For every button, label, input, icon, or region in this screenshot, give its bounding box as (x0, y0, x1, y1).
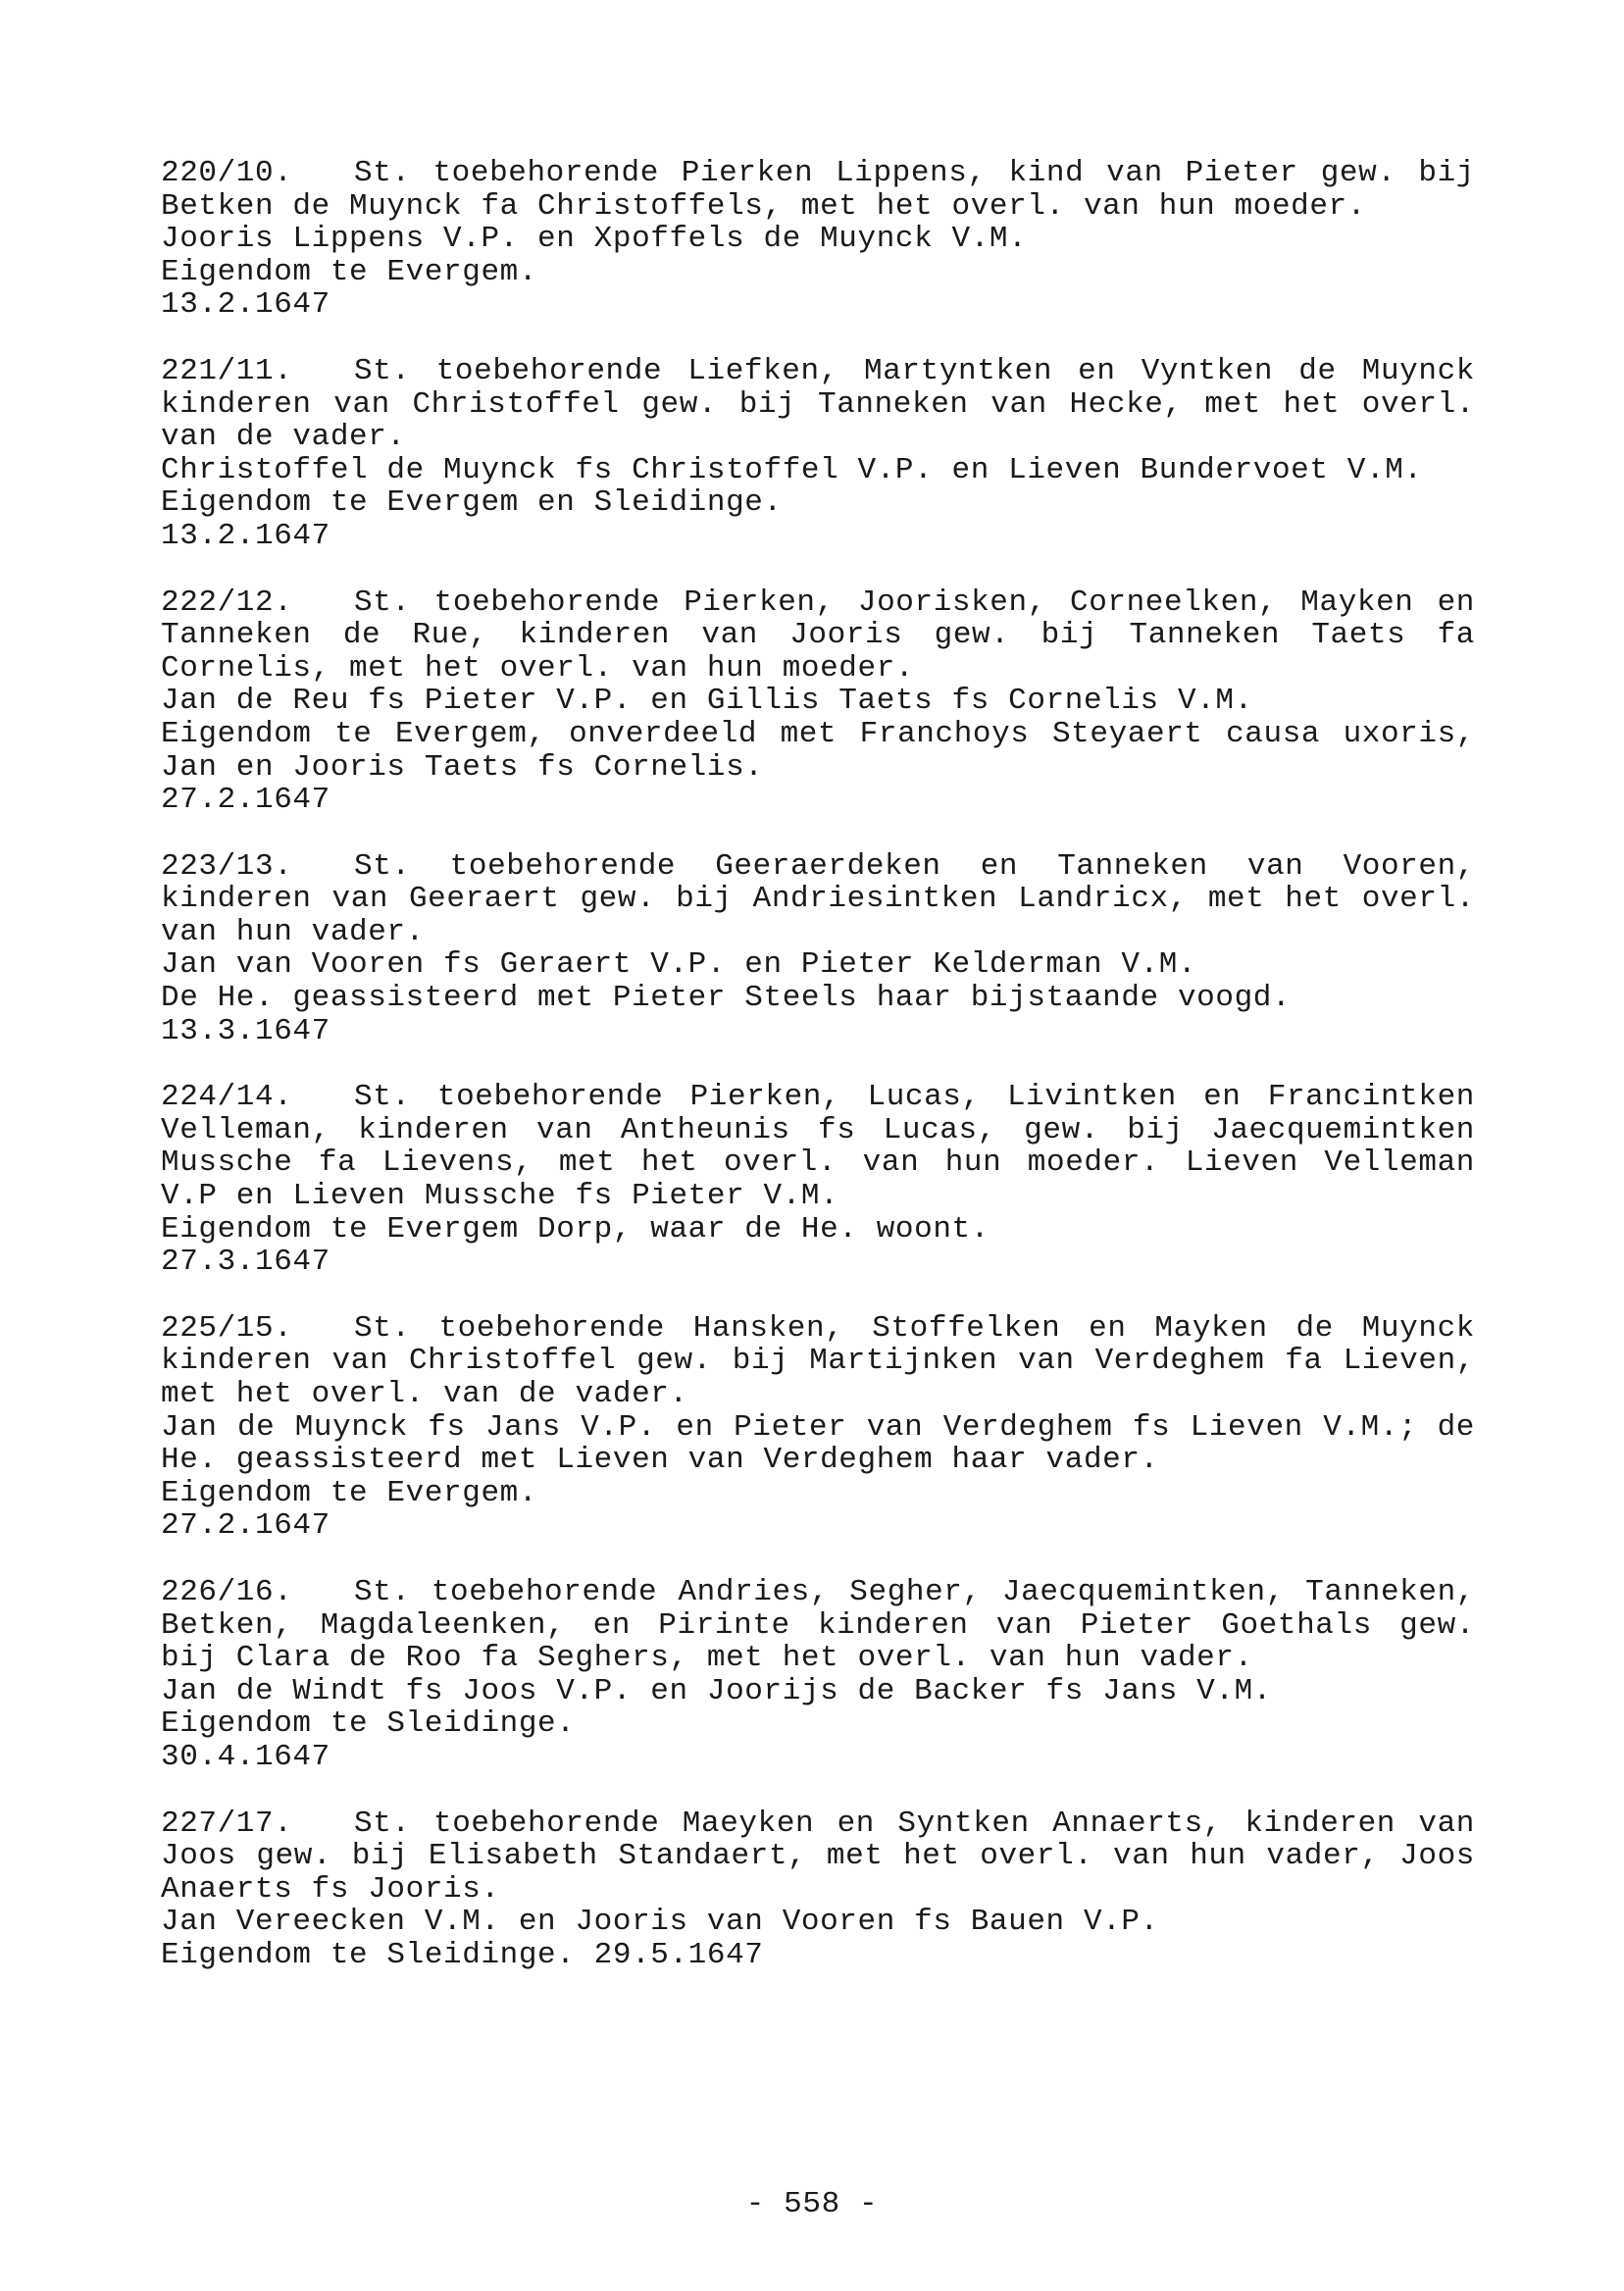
record-date: 13.2.1647 (161, 518, 330, 553)
record-number: 225/15. (161, 1310, 293, 1346)
record-summary (161, 157, 1475, 223)
record-date: 27.2.1647 (161, 1508, 330, 1544)
record-entry-225 (161, 1312, 1475, 1543)
record-number: 227/17. (161, 1806, 293, 1841)
record-property: Eigendom te Sleidinge. (161, 1706, 576, 1742)
record-number: 220/10. (161, 156, 293, 190)
record-summary (161, 1576, 1475, 1675)
document-body (161, 157, 1475, 2006)
record-summary (161, 1312, 1475, 1411)
record-property: Eigendom te Evergem Dorp, waar de He. woont. (161, 1211, 990, 1247)
record-number: 226/16. (161, 1574, 293, 1609)
record-number: 222/12. (161, 585, 293, 620)
record-summary (161, 355, 1475, 454)
page-number: - 558 - (745, 2187, 879, 2221)
record-date: 30.4.1647 (161, 1739, 330, 1774)
record-summary-text: St. toebehorende Maeyken en Syntken Annaerts, kinderen van Joos gew. bij Elisabeth Standaert, met het overl. van hun vader, Joos Anaerts fs Jooris. (161, 1806, 1475, 1907)
record-summary (161, 1807, 1475, 1907)
record-guardians: Jan de Muynck fs Jans V.P. en Pieter van Verdeghem fs Lieven V.M.; de He. geassisteerd met Lieven van Verdeghem haar vader. (161, 1409, 1475, 1478)
record-entry-226 (161, 1576, 1475, 1774)
record-date: 27.3.1647 (161, 1245, 330, 1280)
record-guardians: Jan Vereecken V.M. en Jooris van Vooren fs Bauen V.P. (161, 1905, 1159, 1940)
record-entry-222 (161, 586, 1475, 817)
record-property: Eigendom te Evergem en Sleidinge. (161, 485, 783, 521)
record-property: De He. geassisteerd met Pieter Steels haar bijstaande voogd. (161, 981, 1292, 1016)
record-summary (161, 586, 1475, 686)
record-summary-text: St. toebehorende Pierken Lippens, kind van Pieter gew. bij Betken de Muynck fa Christoffels, met het overl. van hun moeder. (161, 156, 1475, 224)
record-date: 13.3.1647 (161, 1013, 330, 1048)
record-number: 221/11. (161, 353, 293, 388)
record-summary-text: St. toebehorende Pierken, Lucas, Livintken en Francintken Velleman, kinderen van Antheunis fs Lucas, gew. bij Jaecquemintken Mussche fa Lievens, met het overl. van hun moeder. Lieven Velleman V.P en Lieven Mussche fs Pieter V.M. (161, 1080, 1475, 1214)
record-property: Eigendom te Evergem. (161, 254, 538, 289)
record-entry-224 (161, 1081, 1475, 1279)
record-number: 223/13. (161, 848, 293, 884)
record-entry-223 (161, 850, 1475, 1048)
record-summary (161, 1081, 1475, 1212)
record-property: Eigendom te Evergem, onverdeeld met Franchoys Steyaert causa uxoris, Jan en Jooris Taets fs Cornelis. (161, 716, 1475, 785)
record-guardians: Jooris Lippens V.P. en Xpoffels de Muynck V.M. (161, 222, 1028, 257)
record-entry-221 (161, 355, 1475, 553)
record-date: 13.2.1647 (161, 287, 330, 323)
record-summary-text: St. toebehorende Liefken, Martyntken en Vyntken de Muynck kinderen van Christoffel gew. bij Tanneken van Hecke, met het overl. van de vader. (161, 353, 1475, 455)
record-summary-text: St. toebehorende Geeraerdeken en Tanneken van Vooren, kinderen van Geeraert gew. bij Andriesintken Landricx, met het overl. van hun vader. (161, 848, 1475, 949)
record-property: Eigendom te Evergem. (161, 1475, 538, 1510)
record-entry-220 (161, 157, 1475, 322)
record-date: 27.2.1647 (161, 783, 330, 818)
record-property: Eigendom te Sleidinge. 29.5.1647 (161, 1937, 764, 1972)
record-guardians: Jan van Vooren fs Geraert V.P. en Pieter Kelderman V.M. (161, 947, 1197, 983)
record-guardians: Christoffel de Muynck fs Christoffel V.P. en Lieven Bundervoet V.M. (161, 452, 1423, 487)
record-summary-text: St. toebehorende Andries, Segher, Jaecquemintken, Tanneken, Betken, Magdaleenken, en Pirinte kinderen van Pieter Goethals gew. bij Clara de Roo fa Seghers, met het overl. van hun vader. (161, 1574, 1475, 1676)
record-number: 224/14. (161, 1080, 293, 1115)
record-summary (161, 850, 1475, 949)
record-summary-text: St. toebehorende Hansken, Stoffelken en Mayken de Muynck kinderen van Christoffel gew. bij Martijnken van Verdeghem fa Lieven, met het overl. van de vader. (161, 1310, 1475, 1411)
record-entry-227 (161, 1807, 1475, 1972)
record-guardians: Jan de Windt fs Joos V.P. en Joorijs de Backer fs Jans V.M. (161, 1673, 1272, 1708)
record-summary-text: St. toebehorende Pierken, Joorisken, Corneelken, Mayken en Tanneken de Rue, kinderen van Jooris gew. bij Tanneken Taets fa Cornelis, met het overl. van hun moeder. (161, 585, 1475, 686)
record-guardians: Jan de Reu fs Pieter V.P. en Gillis Taets fs Cornelis V.M. (161, 684, 1253, 719)
